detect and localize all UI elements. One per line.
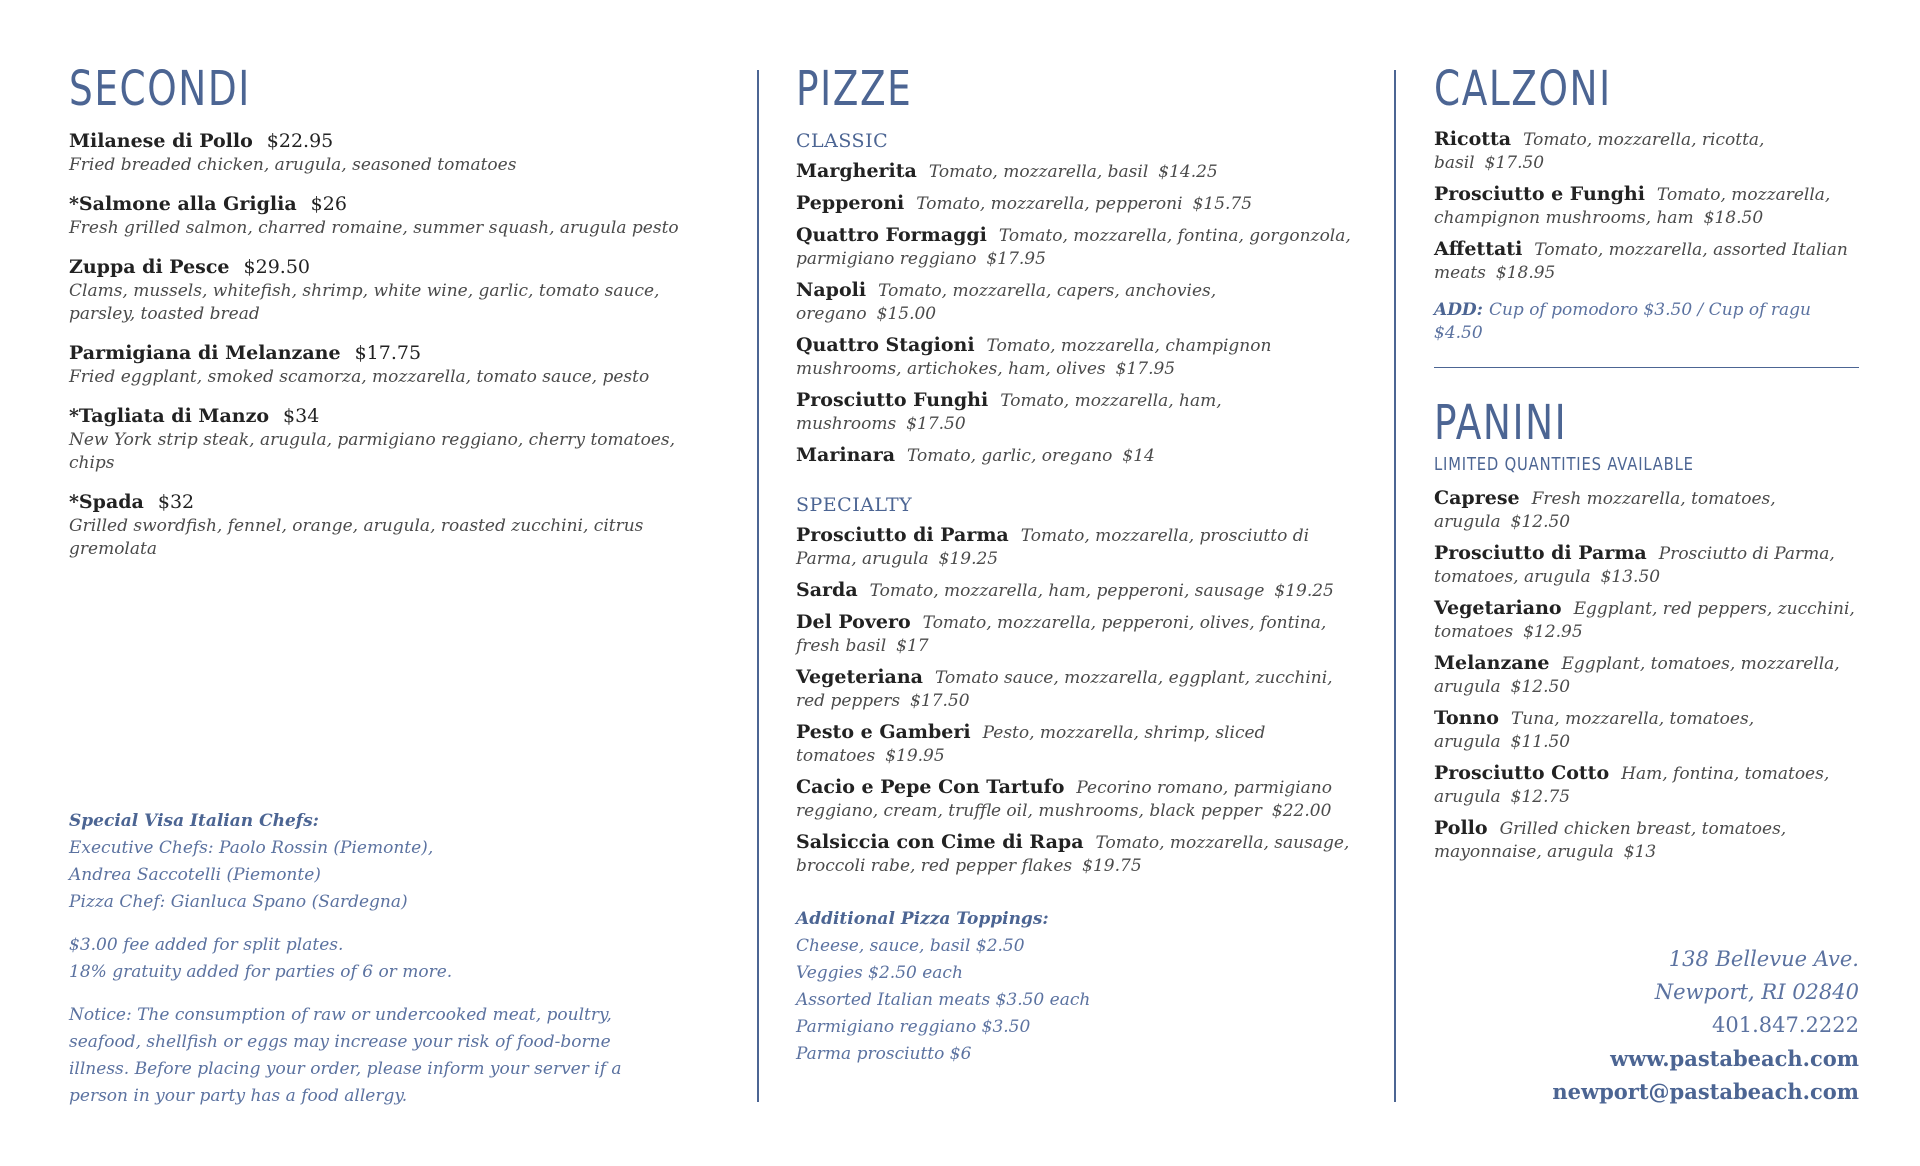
menu-item [1434,762,1859,809]
item-name: Vegetariano [1434,597,1562,619]
item-description: Tomato sauce, mozzarella, eggplant, zucchini, red peppers [796,668,1333,711]
item-description: Tomato, mozzarella, pepperoni [916,194,1183,214]
item-name: Margherita [796,160,917,182]
add-label: ADD: [1434,300,1483,320]
calzoni-panini-column [1434,58,1859,1166]
item-name: *Salmone alla Griglia [69,193,297,215]
item-description: Tomato, mozzarella, capers, anchovies, oregano [796,281,1217,324]
item-price: $17.75 [354,342,422,364]
item-description: Eggplant, tomatoes, mozzarella, arugula [1434,654,1840,697]
item-name: Del Povero [796,611,911,633]
item-name: Pesto e Gamberi [796,721,971,743]
item-price: $17.95 [986,249,1046,269]
item-description: Ham, fontina, tomatoes, arugula [1434,764,1830,807]
pizze-heading: PIZZE [796,61,913,117]
menu-item [1434,542,1859,589]
item-description: Fresh grilled salmon, charred romaine, summer squash, arugula pesto [69,218,679,238]
item-name: Prosciutto e Funghi [1434,183,1645,205]
menu-item [1434,817,1859,864]
menu-item [69,489,709,561]
menu-item [1434,238,1859,285]
menu-item [796,524,1361,571]
item-description: Clams, mussels, whitefish, shrimp, white wine, garlic, tomato sauce, parsley, toasted bread [69,281,660,324]
item-name: Pollo [1434,817,1488,839]
menu-item [796,160,1361,184]
chefs-note [69,808,709,916]
item-description: Tomato, mozzarella, assorted Italian meats [1434,240,1848,283]
contact-block [1434,943,1859,1108]
item-price: $34 [283,405,320,427]
item-name: Zuppa di Pesce [69,256,230,278]
item-price: $17.50 [1484,153,1545,173]
item-description: Tomato, mozzarella, ham, pepperoni, sausage [869,581,1265,601]
item-price: $19.25 [1274,581,1334,601]
item-price: $19.95 [885,746,945,766]
item-name: Cacio e Pepe Con Tartufo [796,776,1065,798]
footnotes [69,808,709,1126]
item-description: New York strip steak, arugula, parmigiano reggiano, cherry tomatoes, chips [69,430,676,473]
chefs-title: Special Visa Italian Chefs: [69,811,319,831]
menu-item [1434,128,1859,175]
item-price: $11.50 [1510,732,1571,752]
topping-line: Cheese, sauce, basil $2.50 [796,936,1025,956]
item-description: Tomato, mozzarella, pepperoni, olives, fontina, fresh basil [796,613,1327,656]
item-name: Prosciutto di Parma [1434,542,1647,564]
item-price: $18.50 [1703,208,1764,228]
item-description: Tomato, mozzarella, sausage, broccoli rabe, red pepper flakes [796,833,1350,876]
item-price: $12.50 [1510,512,1571,532]
menu-item [69,191,709,240]
item-description: Tomato, mozzarella, ricotta, basil [1434,130,1765,173]
item-description: Eggplant, red peppers, zucchini, tomatoes [1434,599,1855,642]
menu-item [1434,183,1859,230]
menu-item [1434,487,1859,534]
phone-number: 401.847.2222 [1712,1013,1859,1037]
item-name: Sarda [796,579,858,601]
menu-item [796,444,1361,468]
item-price: $22.00 [1271,801,1332,821]
website-link[interactable]: www.pastabeach.com [1610,1046,1859,1071]
item-description: Tomato, mozzarella, champignon mushrooms, artichokes, ham, olives [796,336,1272,379]
item-description: Fried breaded chicken, arugula, seasoned tomatoes [69,155,517,175]
menu-item [796,389,1361,436]
item-price: $26 [310,193,347,215]
item-price: $14.25 [1158,162,1218,182]
item-price: $13 [1623,842,1657,862]
item-price: $22.95 [266,130,334,152]
item-price: $12.95 [1523,622,1583,642]
item-name: Salsiccia con Cime di Rapa [796,831,1084,853]
topping-line: Parma prosciutto $6 [796,1044,972,1064]
item-price: $17 [896,636,929,656]
item-price: $15.00 [876,304,937,324]
fees-note [69,932,709,986]
item-name: Caprese [1434,487,1520,509]
item-price: $17.95 [1115,359,1176,379]
menu-item [1434,652,1859,699]
city-line: Newport, RI 02840 [1654,980,1859,1004]
item-price: $17.50 [910,691,970,711]
menu-item [796,579,1361,603]
item-name: Melanzane [1434,652,1550,674]
secondi-column [69,58,709,1166]
item-price: $12.50 [1510,677,1571,697]
chefs-line: Executive Chefs: Paolo Rossin (Piemonte), [69,838,434,858]
item-description: Tomato, mozzarella, champignon mushrooms, ham [1434,185,1831,228]
calzone-add-on [1434,299,1859,345]
item-name: Pepperoni [796,192,905,214]
classic-subheading: CLASSIC [796,130,889,152]
item-name: Prosciutto Funghi [796,389,989,411]
item-description: Fresh mozzarella, tomatoes, arugula [1434,489,1776,532]
item-name: Tonno [1434,707,1499,729]
item-description: Fried eggplant, smoked scamorza, mozzarella, tomato sauce, pesto [69,367,650,387]
item-price: $13.50 [1600,567,1661,587]
item-price: $18.95 [1495,263,1556,283]
menu-item [796,611,1361,658]
pizze-column [796,58,1361,1166]
item-description: Tuna, mozzarella, tomatoes, arugula [1434,709,1755,752]
menu-item [796,666,1361,713]
item-description: Grilled swordfish, fennel, orange, arugula, roasted zucchini, citrus gremolata [69,516,644,559]
item-name: *Spada [69,491,144,513]
menu-item [796,334,1361,381]
item-description: Pecorino romano, parmigiano reggiano, cream, truffle oil, mushrooms, black pepper [796,778,1332,821]
menu-item [1434,707,1859,754]
menu-item [796,279,1361,326]
item-name: Prosciutto Cotto [1434,762,1610,784]
column-divider [757,70,759,1102]
item-name: Prosciutto di Parma [796,524,1009,546]
menu-item [796,776,1361,823]
topping-line: Assorted Italian meats $3.50 each [796,990,1091,1010]
item-description: Pesto, mozzarella, shrimp, sliced tomatoes [796,723,1266,766]
fee-line: 18% gratuity added for parties of 6 or more. [69,962,453,982]
pizza-toppings [796,906,1361,1068]
item-description: Tomato, garlic, oregano [907,446,1113,466]
panini-subtitle: LIMITED QUANTITIES AVAILABLE [1434,454,1694,475]
item-price: $29.50 [243,256,311,278]
secondi-heading: SECONDI [69,61,251,117]
toppings-title: Additional Pizza Toppings: [796,909,1049,929]
item-description: Tomato, mozzarella, basil [928,162,1149,182]
item-name: Marinara [796,444,896,466]
item-name: Quattro Formaggi [796,224,987,246]
chefs-line: Pizza Chef: Gianluca Spano (Sardegna) [69,892,408,912]
allergy-notice: Notice: The consumption of raw or undercooked meat, poultry, seafood, shellfish or eggs may increase your risk of food-borne illness. Before placing your order, please inform your server if a person in your party has a food allergy. [69,1005,622,1106]
menu-item [796,831,1361,878]
item-price: $17.50 [906,414,966,434]
section-divider [1434,367,1859,368]
topping-line: Parmigiano reggiano $3.50 [796,1017,1031,1037]
menu-item [69,254,709,326]
item-description: Tomato, mozzarella, ham, mushrooms [796,391,1222,434]
item-name: Napoli [796,279,867,301]
item-price: $32 [157,491,195,513]
item-name: Ricotta [1434,128,1512,150]
menu-item [796,224,1361,271]
panini-heading: PANINI [1434,395,1568,451]
specialty-subheading: SPECIALTY [796,494,913,516]
item-description: Grilled chicken breast, tomatoes, mayonnaise, arugula [1434,819,1787,862]
item-name: Vegeteriana [796,666,923,688]
item-name: Milanese di Pollo [69,130,253,152]
item-description: Tomato, mozzarella, prosciutto di Parma, arugula [796,526,1310,569]
item-description: Prosciutto di Parma, tomatoes, arugula [1434,544,1835,587]
add-text: Cup of pomodoro $3.50 / Cup of ragu $4.50 [1434,300,1811,343]
item-price: $15.75 [1192,194,1253,214]
item-price: $19.75 [1082,856,1142,876]
item-name: Parmigiana di Melanzane [69,342,341,364]
topping-line: Veggies $2.50 each [796,963,963,983]
calzoni-heading: CALZONI [1434,61,1612,117]
item-price: $14 [1122,446,1155,466]
item-price: $19.25 [938,549,999,569]
menu-item [69,128,709,177]
column-divider [1394,70,1396,1102]
chefs-line: Andrea Saccotelli (Piemonte) [69,865,321,885]
email-link[interactable]: newport@pastabeach.com [1552,1079,1859,1104]
menu-item [796,721,1361,768]
item-name: *Tagliata di Manzo [69,405,270,427]
menu-item [796,192,1361,216]
item-name: Quattro Stagioni [796,334,975,356]
menu-item [69,340,709,389]
item-price: $12.75 [1510,787,1571,807]
address-line: 138 Bellevue Ave. [1668,947,1859,971]
menu-item [69,403,709,475]
menu-item [1434,597,1859,644]
fee-line: $3.00 fee added for split plates. [69,935,344,955]
item-description: Tomato, mozzarella, fontina, gorgonzola, parmigiano reggiano [796,226,1351,269]
item-name: Affettati [1434,238,1523,260]
